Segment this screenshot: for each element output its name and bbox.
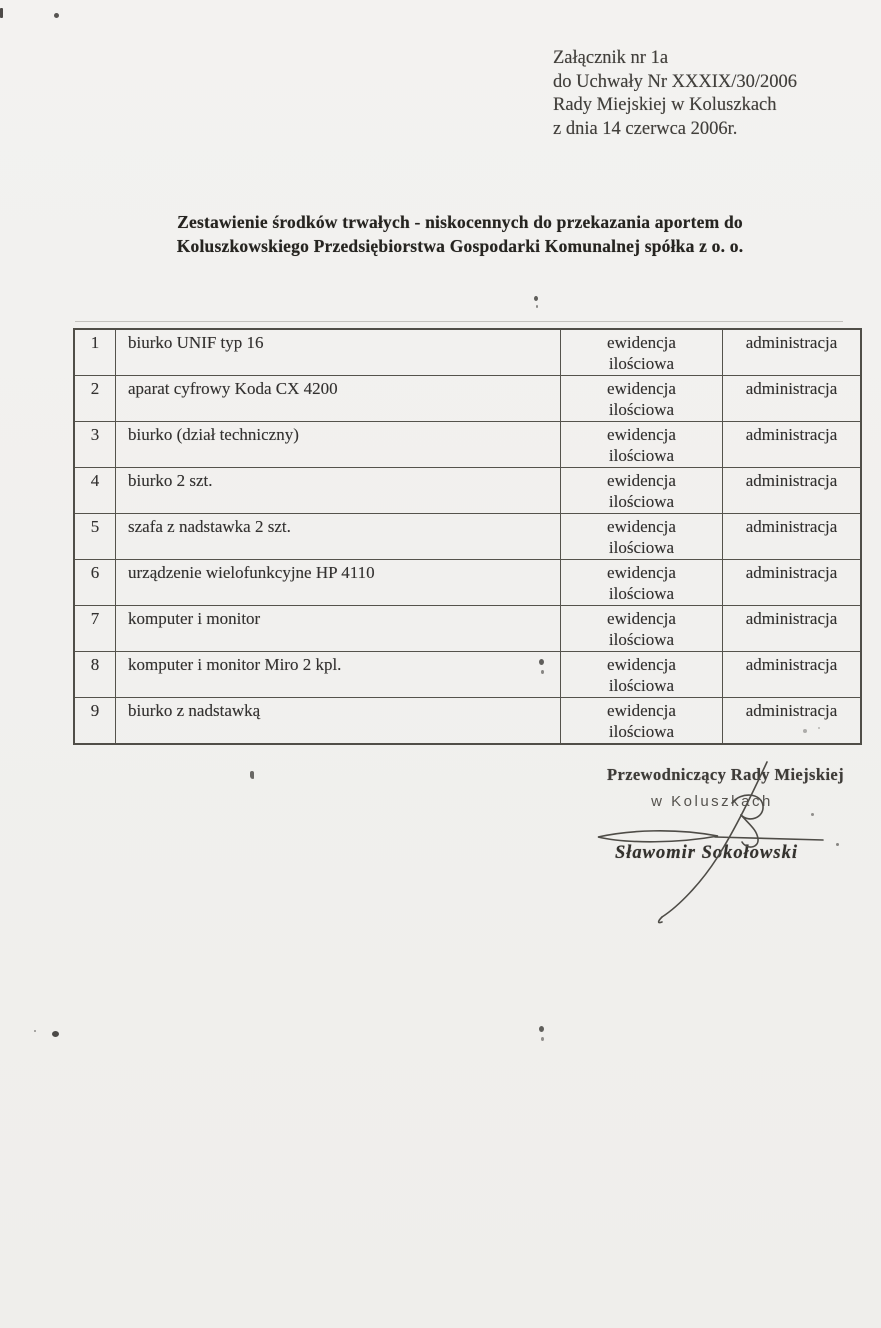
table-cell-number: 9 (74, 698, 116, 745)
table-cell-assignment: administracja (723, 560, 862, 606)
table-cell-assignment: administracja (723, 468, 862, 514)
asset-list-table (73, 328, 862, 745)
table-row (74, 606, 861, 652)
table-cell-evidence (561, 422, 723, 468)
scan-speck (0, 8, 3, 18)
table-cell-evidence (561, 329, 723, 376)
scan-speck (539, 659, 544, 665)
table-cell-assignment: administracja (723, 698, 862, 745)
table-cell-item: biurko UNIF typ 16 (116, 329, 561, 376)
stamp-chairman-name: Sławomir Sokołowski (615, 843, 798, 863)
council-name-line: Rady Miejskiej w Koluszkach (553, 95, 777, 115)
evidence-line2: ilościowa (608, 675, 675, 695)
evidence-line1: ewidencja (607, 701, 676, 720)
evidence-line2: ilościowa (608, 583, 675, 603)
evidence-line2: ilościowa (608, 491, 675, 511)
evidence-line1: ewidencja (607, 471, 676, 490)
table-cell-assignment: administracja (723, 376, 862, 422)
stamp-title-line: Przewodniczący Rady Miejskiej (607, 765, 845, 784)
evidence-line2: ilościowa (608, 721, 675, 741)
evidence-line2: ilościowa (608, 445, 675, 465)
table-cell-assignment: administracja (723, 606, 862, 652)
table-cell-assignment: administracja (723, 652, 862, 698)
evidence-line2: ilościowa (608, 629, 675, 649)
scan-speck (536, 305, 538, 308)
evidence-line1: ewidencja (607, 333, 676, 352)
document-title-line1: Zestawienie środków trwałych - niskocennych do przekazania aportem do (177, 212, 743, 232)
scan-speck (534, 296, 538, 301)
table-row (74, 468, 861, 514)
table-row (74, 560, 861, 606)
table-cell-item: urządzenie wielofunkcyjne HP 4110 (116, 560, 561, 606)
evidence-line1: ewidencja (607, 425, 676, 444)
table-cell-evidence (561, 468, 723, 514)
table-cell-number: 1 (74, 329, 116, 376)
signature-ink (560, 740, 860, 940)
table-row (74, 514, 861, 560)
document-title (35, 210, 881, 258)
resolution-number-line: do Uchwały Nr XXXIX/30/2006 (553, 71, 798, 92)
table-cell-evidence (561, 514, 723, 560)
attachment-number-line: Załącznik nr 1a (553, 48, 669, 68)
scan-speck (541, 1037, 544, 1041)
scan-speck (836, 843, 839, 846)
table-cell-number: 6 (74, 560, 116, 606)
table-cell-number: 7 (74, 606, 116, 652)
table-cell-item: biurko z nadstawką (116, 698, 561, 745)
table-cell-item: komputer i monitor Miro 2 kpl. (116, 652, 561, 698)
table-cell-number: 2 (74, 376, 116, 422)
table-cell-item: szafa z nadstawka 2 szt. (116, 514, 561, 560)
scan-speck (539, 1026, 544, 1032)
table-cell-number: 4 (74, 468, 116, 514)
evidence-line1: ewidencja (607, 609, 676, 628)
attachment-header-note (553, 47, 797, 141)
scan-speck (34, 1030, 36, 1032)
table-row (74, 422, 861, 468)
table-cell-item: komputer i monitor (116, 606, 561, 652)
evidence-line1: ewidencja (607, 517, 676, 536)
evidence-line2: ilościowa (608, 353, 675, 373)
table-cell-number: 5 (74, 514, 116, 560)
scan-speck (52, 1031, 59, 1037)
document-title-line2: Koluszkowskiego Przedsiębiorstwa Gospodarki Komunalnej spółka z o. o. (176, 236, 744, 256)
table-cell-number: 8 (74, 652, 116, 698)
resolution-date-line: z dnia 14 czerwca 2006r. (553, 118, 738, 139)
table-cell-evidence (561, 376, 723, 422)
table-cell-evidence (561, 560, 723, 606)
table-cell-assignment: administracja (723, 514, 862, 560)
table-cell-evidence (561, 606, 723, 652)
table-row (74, 698, 861, 745)
evidence-line2: ilościowa (608, 399, 675, 419)
table-cell-item: biurko (dział techniczny) (116, 422, 561, 468)
table-cell-assignment: administracja (723, 422, 862, 468)
table-cell-number: 3 (74, 422, 116, 468)
scan-speck (54, 13, 59, 18)
table-row (74, 329, 861, 376)
stamp-city-line: w Koluszkach (651, 793, 773, 810)
scan-speck (818, 727, 820, 729)
table-cell-evidence (561, 698, 723, 745)
evidence-line1: ewidencja (607, 655, 676, 674)
scan-speck (541, 670, 544, 674)
table-row (74, 376, 861, 422)
table-cell-evidence (561, 652, 723, 698)
evidence-line1: ewidencja (607, 379, 676, 398)
scan-speck (250, 771, 254, 779)
scan-artifact-line (75, 321, 843, 322)
evidence-line2: ilościowa (608, 537, 675, 557)
scan-speck (803, 729, 807, 733)
table-cell-item: biurko 2 szt. (116, 468, 561, 514)
scan-speck (811, 813, 814, 816)
evidence-line1: ewidencja (607, 563, 676, 582)
table-row (74, 652, 861, 698)
table-cell-assignment: administracja (723, 329, 862, 376)
table-cell-item: aparat cyfrowy Koda CX 4200 (116, 376, 561, 422)
